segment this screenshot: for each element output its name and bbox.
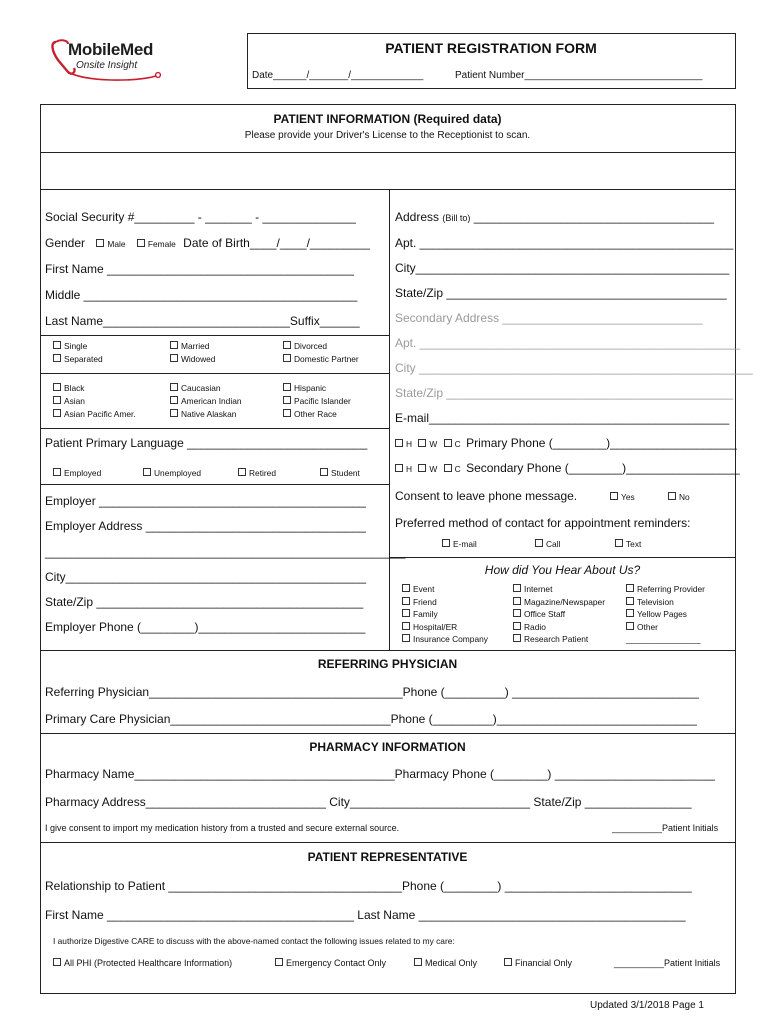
representative-initials-field[interactable]: __________Patient Initials	[614, 958, 721, 968]
employer-field[interactable]: Employer ________________________________________	[45, 494, 366, 508]
first-name-field[interactable]: First Name _____________________________________	[45, 262, 354, 276]
native-alaskan-checkbox[interactable]: Native Alaskan	[170, 409, 236, 419]
bill-to-label: (Bill to)	[442, 213, 471, 223]
hear-about-col2	[513, 583, 605, 646]
email-field[interactable]: E-mail_____________________________________________	[395, 411, 730, 425]
television-checkbox[interactable]: Television	[626, 596, 705, 609]
apt-field[interactable]: Apt. _______________________________________________	[395, 236, 734, 250]
yellow-pages-checkbox[interactable]: Yellow Pages	[626, 608, 705, 621]
hear-about-col3	[626, 583, 705, 646]
divider	[40, 733, 735, 734]
date-field[interactable]: Date______/_______/_____________	[252, 70, 424, 81]
home-checkbox[interactable]: H	[395, 439, 412, 449]
work-checkbox[interactable]: W	[418, 464, 437, 474]
divider	[40, 484, 390, 485]
pharmacy-address-field[interactable]: Pharmacy Address___________________________ City___________________________ State/Zip ________________	[45, 795, 692, 809]
referring-physician-field[interactable]: Referring Physician______________________________________Phone (_________) ____________________________	[45, 685, 699, 699]
divider	[40, 189, 735, 190]
cell-checkbox[interactable]: C	[444, 439, 461, 449]
asian-checkbox[interactable]: Asian	[53, 396, 85, 406]
hospital-checkbox[interactable]: Hospital/ER	[402, 621, 488, 634]
secondary-apt-field[interactable]: Apt. ________________________________________________	[395, 336, 741, 350]
patient-info-title: PATIENT INFORMATION (Required data)	[273, 112, 502, 126]
city-field[interactable]: City_______________________________________________	[395, 261, 730, 275]
research-patient-checkbox[interactable]: Research Patient	[513, 633, 605, 646]
patient-info-subtitle: Please provide your Driver's License to the Receptionist to scan.	[244, 130, 531, 141]
dob-field[interactable]: Date of Birth____/____/_________	[183, 236, 370, 250]
married-checkbox[interactable]: Married	[170, 341, 209, 351]
email-contact-checkbox[interactable]: E-mail	[442, 539, 477, 549]
secondary-address-field[interactable]: Secondary Address ______________________________	[395, 311, 703, 325]
primary-phone-field[interactable]: Primary Phone (________)___________________	[466, 436, 737, 450]
preferred-contact-label: Preferred method of contact for appointment reminders:	[395, 516, 691, 530]
referring-provider-checkbox[interactable]: Referring Provider	[626, 583, 705, 596]
consent-message-label: Consent to leave phone message.	[395, 489, 578, 503]
medical-only-checkbox[interactable]: Medical Only	[414, 958, 477, 968]
work-checkbox[interactable]: W	[418, 439, 437, 449]
friend-checkbox[interactable]: Friend	[402, 596, 488, 609]
domestic-partner-checkbox[interactable]: Domestic Partner	[283, 354, 359, 364]
student-checkbox[interactable]: Student	[320, 468, 360, 478]
representative-name-field[interactable]: First Name _____________________________________ Last Name ________________________________________	[45, 908, 686, 922]
event-checkbox[interactable]: Event	[402, 583, 488, 596]
single-checkbox[interactable]: Single	[53, 341, 87, 351]
other-line[interactable]: ________________	[626, 634, 701, 644]
employer-address-field[interactable]: Employer Address _________________________________	[45, 519, 366, 533]
employer-city-field[interactable]: City_____________________________________________	[45, 570, 366, 584]
hear-about-title: How did You Hear About Us?	[484, 563, 641, 577]
family-checkbox[interactable]: Family	[402, 608, 488, 621]
internet-checkbox[interactable]: Internet	[513, 583, 605, 596]
state-zip-field[interactable]: State/Zip __________________________________________	[395, 286, 727, 300]
other-race-checkbox[interactable]: Other Race	[283, 409, 337, 419]
middle-name-field[interactable]: Middle _________________________________________	[45, 288, 358, 302]
divider	[40, 650, 735, 651]
pacific-islander-checkbox[interactable]: Pacific Islander	[283, 396, 351, 406]
divider	[40, 373, 390, 374]
employed-checkbox[interactable]: Employed	[53, 468, 101, 478]
ssn-field[interactable]: Social Security #_________ - _______ - ______________	[45, 210, 356, 224]
divider	[40, 152, 735, 153]
address-label: Address	[395, 210, 440, 224]
page-footer: Updated 3/1/2018 Page 1	[590, 1000, 704, 1011]
referring-title: REFERRING PHYSICIAN	[317, 657, 458, 671]
separated-checkbox[interactable]: Separated	[53, 354, 103, 364]
female-checkbox[interactable]: Female	[137, 239, 176, 249]
asian-pacific-checkbox[interactable]: Asian Pacific Amer.	[53, 409, 136, 419]
employer-address-line2[interactable]: ______________________________________________________	[45, 545, 406, 559]
primary-language-field[interactable]: Patient Primary Language ___________________________	[45, 436, 368, 450]
gender-row	[45, 236, 370, 250]
all-phi-checkbox[interactable]: All PHI (Protected Healthcare Information)	[53, 958, 232, 968]
office-staff-checkbox[interactable]: Office Staff	[513, 608, 605, 621]
divider	[40, 428, 390, 429]
consent-yes-checkbox[interactable]: Yes	[610, 492, 635, 502]
employer-state-zip-field[interactable]: State/Zip ________________________________________	[45, 595, 364, 609]
consent-no-checkbox[interactable]: No	[668, 492, 690, 502]
retired-checkbox[interactable]: Retired	[238, 468, 276, 478]
pharmacy-name-field[interactable]: Pharmacy Name_______________________________________Pharmacy Phone (________) ________________________	[45, 767, 715, 781]
magazine-checkbox[interactable]: Magazine/Newspaper	[513, 596, 605, 609]
primary-phone-row	[395, 436, 737, 450]
cell-checkbox[interactable]: C	[444, 464, 461, 474]
hispanic-checkbox[interactable]: Hispanic	[283, 383, 326, 393]
secondary-state-zip-field[interactable]: State/Zip ___________________________________________	[395, 386, 734, 400]
secondary-city-field[interactable]: City __________________________________________________	[395, 361, 753, 375]
black-checkbox[interactable]: Black	[53, 383, 84, 393]
call-contact-checkbox[interactable]: Call	[535, 539, 560, 549]
gender-label: Gender	[45, 236, 86, 250]
american-indian-checkbox[interactable]: American Indian	[170, 396, 242, 406]
pharmacy-title: PHARMACY INFORMATION	[309, 740, 466, 754]
relationship-field[interactable]: Relationship to Patient ___________________________________Phone (________) ____________________________	[45, 879, 692, 893]
form-title: PATIENT REGISTRATION FORM	[385, 40, 597, 56]
representative-title: PATIENT REPRESENTATIVE	[307, 850, 468, 864]
divider	[390, 557, 735, 558]
employer-phone-field[interactable]: Employer Phone (________)_________________________	[45, 620, 366, 634]
patient-number-field[interactable]: Patient Number________________________________	[455, 70, 703, 81]
address-field[interactable]: Address (Bill to) ____________________________________	[395, 210, 714, 224]
emergency-contact-checkbox[interactable]: Emergency Contact Only	[275, 958, 386, 968]
hear-about-col1	[402, 583, 488, 646]
radio-checkbox[interactable]: Radio	[513, 621, 605, 634]
medication-consent-text: I give consent to import my medication history from a trusted and secure external source.	[45, 823, 400, 833]
text-contact-checkbox[interactable]: Text	[615, 539, 641, 549]
other-checkbox[interactable]: Other	[626, 621, 705, 634]
authorize-text: I authorize Digestive CARE to discuss with the above-named contact the following issues related to my care:	[53, 936, 455, 946]
divorced-checkbox[interactable]: Divorced	[283, 341, 327, 351]
caucasian-checkbox[interactable]: Caucasian	[170, 383, 221, 393]
pharmacy-initials-field[interactable]: __________Patient Initials	[612, 823, 719, 833]
male-checkbox[interactable]: Male	[96, 239, 125, 249]
secondary-phone-row	[395, 461, 740, 475]
secondary-phone-field[interactable]: Secondary Phone (________)_________________	[466, 461, 740, 475]
primary-care-field[interactable]: Primary Care Physician_________________________________Phone (_________)______________________________	[45, 712, 697, 726]
column-divider	[389, 189, 390, 650]
financial-only-checkbox[interactable]: Financial Only	[504, 958, 572, 968]
logo-tagline: Onsite Insight	[76, 60, 138, 71]
unemployed-checkbox[interactable]: Unemployed	[143, 468, 201, 478]
logo-brand: MobileMed	[68, 40, 154, 59]
home-checkbox[interactable]: H	[395, 464, 412, 474]
widowed-checkbox[interactable]: Widowed	[170, 354, 215, 364]
divider	[40, 335, 390, 336]
insurance-checkbox[interactable]: Insurance Company	[402, 633, 488, 646]
divider	[40, 842, 735, 843]
logo	[46, 38, 186, 84]
last-name-field[interactable]: Last Name____________________________Suffix______	[45, 314, 360, 328]
